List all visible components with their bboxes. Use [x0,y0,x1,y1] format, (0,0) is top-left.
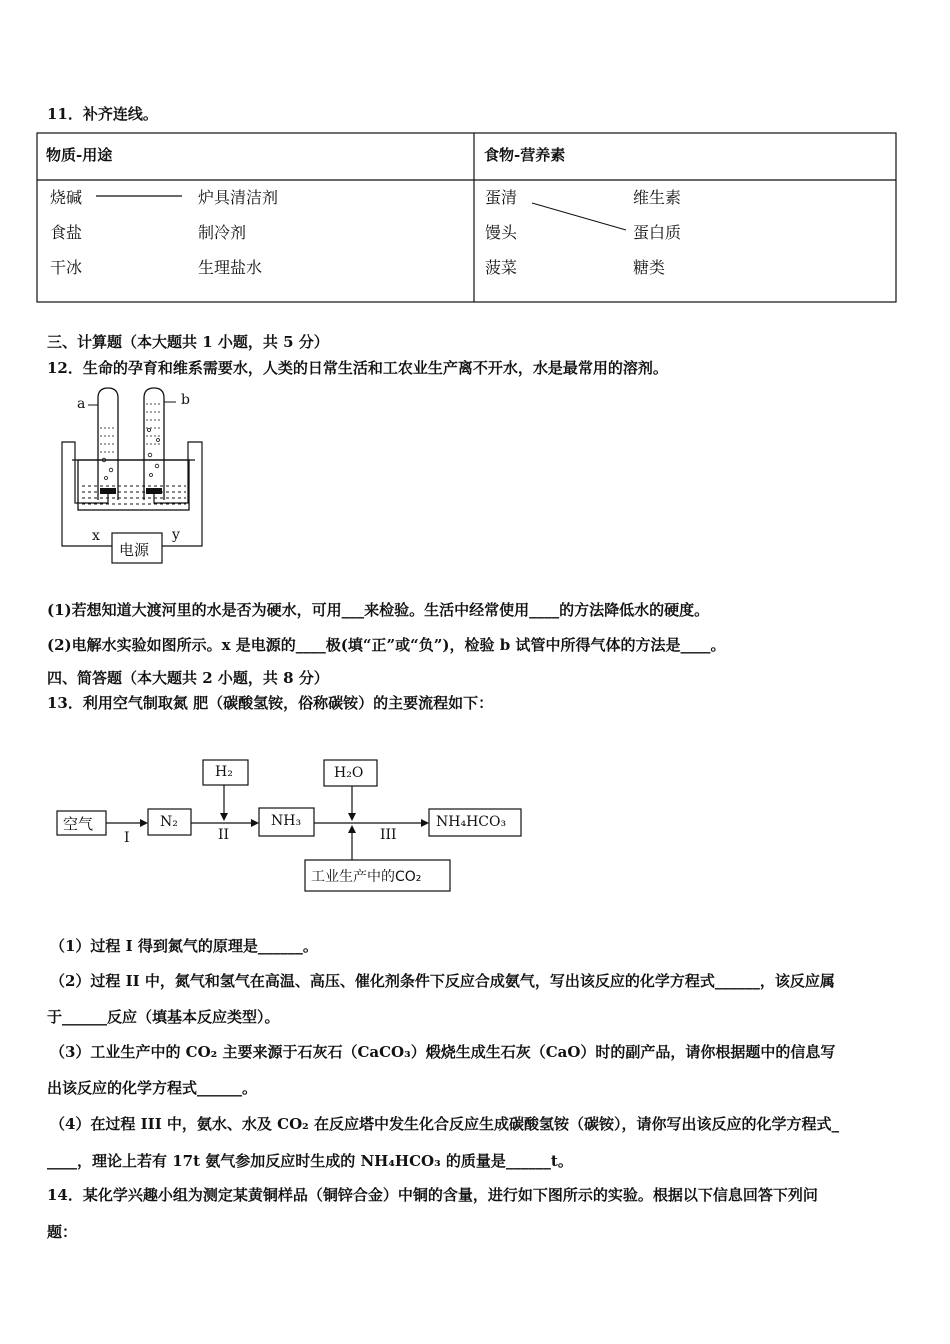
q11-title: 11．补齐连线。 [47,105,158,123]
table-cell: 食盐 [50,223,83,242]
flow-step-1: I [124,830,130,846]
table-cell: 糖类 [633,258,666,277]
q13-part4-line1: （4）在过程 III 中，氨水、水及 CO₂ 在反应塔中发生化合反应生成碳酸氢铵（碳铵），请你写出该反应的化学方程式_ [50,1115,839,1133]
flow-input-h2o: H₂O [334,765,364,781]
q14-line1: 14．某化学兴趣小组为测定某黄铜样品（铜锌合金）中铜的含量，进行如下图所示的实验。根据以下信息回答下列问 [47,1186,818,1204]
table-right-header: 食物-营养素 [484,146,566,164]
q13-part3-line1: （3）工业生产中的 CO₂ 主要来源于石灰石（CaCO₃）煅烧生成生石灰（CaO）时的副产品，请你根据题中的信息写 [50,1043,836,1061]
table-cell: 生理盐水 [198,258,263,277]
table-left-header: 物质-用途 [46,146,113,164]
q13-part2-line2: 于______反应（填基本反应类型）。 [47,1008,280,1026]
q13-part1: （1）过程 I 得到氮气的原理是______。 [50,937,318,955]
q13-part3-line2: 出该反应的化学方程式______。 [47,1079,258,1097]
terminal-label-x: x [92,528,100,544]
flow-node-air: 空气 [63,815,94,833]
flow-step-2: II [218,827,230,843]
q13-part4-line2: ____，理论上若有 17t 氨气参加反应时生成的 NH₄HCO₃ 的质量是______t。 [47,1152,573,1170]
section3-title: 三、计算题（本大题共 1 小题，共 5 分） [47,333,329,351]
q12-part1: (1)若想知道大渡河里的水是否为硬水，可用___来检验。生活中经常使用____的方法降低水的硬度。 [47,601,710,619]
tube-label-a: a [77,396,86,412]
flow-input-h2: H₂ [215,764,233,780]
table-cell: 馒头 [485,223,518,242]
q13-title: 13．利用空气制取氮 肥（碳酸氢铵，俗称碳铵）的主要流程如下： [47,694,494,712]
table-cell: 菠菜 [485,258,518,277]
q14-line2: 题： [47,1223,78,1241]
q13-part2-line1: （2）过程 II 中，氮气和氢气在高温、高压、催化剂条件下反应合成氨气，写出该反应的化学方程式______，该反应属 [50,972,835,990]
flow-node-nh3: NH₃ [271,813,302,829]
power-source-label: 电源 [119,541,150,559]
table-cell: 蛋白质 [633,223,682,242]
flow-step-3: III [380,827,397,843]
terminal-label-y: y [172,527,180,543]
table-cell: 制冷剂 [198,223,247,242]
table-cell: 蛋清 [485,188,518,207]
q12-title: 12．生命的孕育和维系需要水，人类的日常生活和工农业生产离不开水，水是最常用的溶剂。 [47,359,668,377]
tube-label-b: b [181,392,190,408]
flow-node-n2: N₂ [160,814,178,830]
table-cell: 炉具清洁剂 [198,188,279,207]
q12-part2: (2)电解水实验如图所示。x 是电源的____极(填“正”或“负”)，检验 b 试管中所得气体的方法是____。 [47,636,726,654]
flow-node-product: NH₄HCO₃ [436,814,507,830]
table-cell: 维生素 [633,188,682,207]
section4-title: 四、简答题（本大题共 2 小题，共 8 分） [47,669,329,687]
table-cell: 干冰 [50,258,83,277]
flow-input-co2: 工业生产中的CO₂ [311,869,422,885]
table-cell: 烧碱 [50,188,83,207]
